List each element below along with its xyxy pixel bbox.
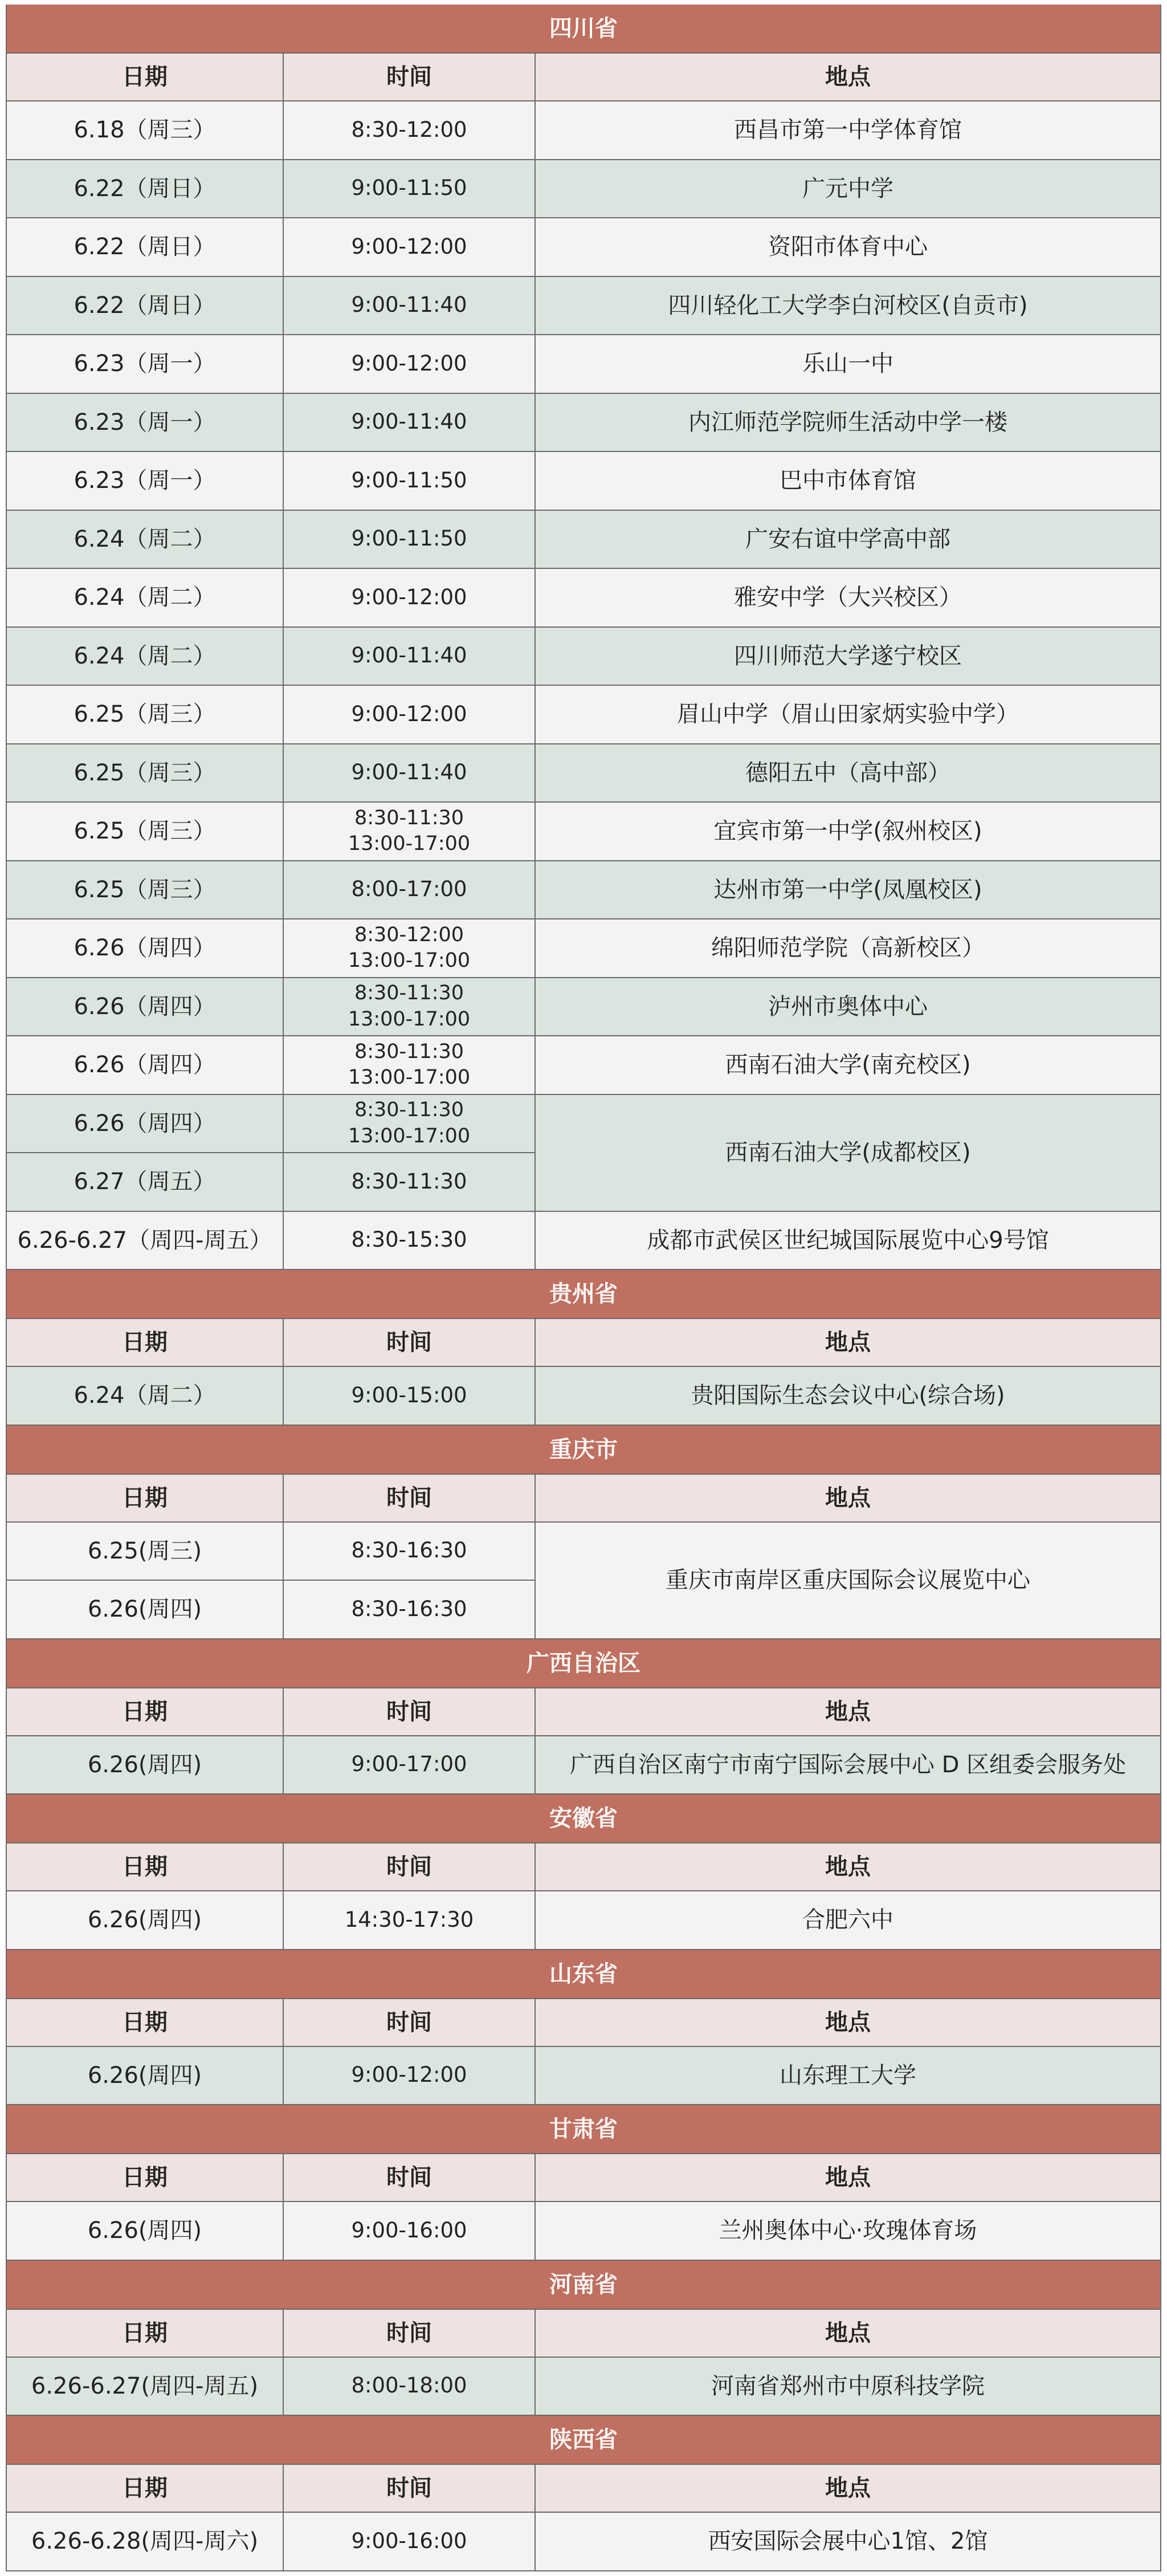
- column-header-location: [536, 2465, 1161, 2513]
- date-cell: [6, 1736, 284, 1795]
- column-header-label: 日期: [122, 64, 168, 90]
- column-header-label: 日期: [122, 2319, 168, 2346]
- column-header-label: 日期: [122, 2164, 168, 2191]
- location-cell: [536, 1891, 1161, 1950]
- section-banner: [6, 1639, 1161, 1688]
- time-text: 8:30-11:30: [354, 1098, 464, 1122]
- location-text: 眉山中学（眉山田家炳实验中学）: [677, 701, 1019, 728]
- location-text: 成都市武侯区世纪城国际展览中心9号馆: [647, 1227, 1049, 1254]
- time-cell: [284, 1153, 536, 1212]
- date-cell: [6, 861, 284, 920]
- location-cell: [536, 394, 1161, 453]
- time-text: 9:00-12:00: [351, 584, 467, 609]
- date-text: 6.26（周四）: [74, 935, 216, 962]
- location-cell: [536, 452, 1161, 511]
- section-title: 安徽省: [549, 1805, 618, 1832]
- location-cell: [536, 160, 1161, 219]
- location-cell: [536, 1523, 1161, 1639]
- column-header-label: 日期: [122, 2475, 168, 2501]
- location-text: 资阳市体育中心: [768, 234, 928, 261]
- column-header-date: [6, 1844, 284, 1891]
- date-cell: [6, 744, 284, 803]
- date-cell: [6, 919, 284, 978]
- date-text: 6.26（周四）: [74, 1110, 216, 1137]
- time-cell: [284, 218, 536, 277]
- time-text: 8:00-18:00: [351, 2373, 467, 2398]
- section-title: 甘肃省: [549, 2116, 618, 2142]
- location-text: 西南石油大学(成都校区): [725, 1140, 971, 1166]
- section-title: 重庆市: [549, 1436, 618, 1463]
- column-header-time: [284, 2310, 536, 2358]
- date-text: 6.26(周四): [87, 2062, 202, 2089]
- section-title: 山东省: [549, 1960, 618, 1987]
- time-text: 13:00-17:00: [348, 949, 471, 972]
- date-cell: [6, 2202, 284, 2261]
- location-text: 巴中市体育馆: [780, 467, 916, 494]
- location-text: 四川师范大学遂宁校区: [734, 642, 962, 669]
- location-text: 贵阳国际生态会议中心(综合场): [691, 1382, 1005, 1409]
- section-banner: [6, 1950, 1161, 1999]
- time-text: 8:30-12:00: [351, 117, 467, 142]
- date-cell: [6, 1095, 284, 1154]
- date-cell: [6, 1212, 284, 1271]
- column-header-label: 日期: [122, 2009, 168, 2036]
- time-cell: [284, 1212, 536, 1271]
- time-cell: [284, 335, 536, 394]
- date-cell: [6, 394, 284, 453]
- date-text: 6.26(周四): [87, 1596, 202, 1623]
- time-text: 14:30-17:30: [344, 1907, 474, 1932]
- column-header-label: 日期: [122, 1329, 168, 1356]
- time-text: 9:00-11:40: [351, 643, 467, 668]
- time-text: 9:00-16:00: [351, 2528, 467, 2553]
- location-cell: [536, 218, 1161, 277]
- date-text: 6.24（周二）: [74, 526, 216, 552]
- time-text: 8:30-15:30: [351, 1227, 467, 1252]
- date-cell: [6, 160, 284, 219]
- date-text: 6.22（周日）: [74, 175, 216, 202]
- section-title: 四川省: [549, 15, 618, 42]
- date-text: 6.26(周四): [87, 1907, 202, 1934]
- date-text: 6.27（周五）: [74, 1169, 216, 1195]
- column-header-location: [536, 1475, 1161, 1523]
- date-cell: [6, 1523, 284, 1581]
- column-header-label: 地点: [825, 1854, 871, 1880]
- location-cell: [536, 511, 1161, 569]
- time-cell: [284, 569, 536, 628]
- time-text: 9:00-11:50: [351, 176, 467, 201]
- time-cell: [284, 2358, 536, 2416]
- time-cell: [284, 452, 536, 511]
- location-text: 西昌市第一中学体育馆: [734, 117, 962, 144]
- time-cell: [284, 861, 536, 920]
- section-title: 陕西省: [549, 2427, 618, 2453]
- column-header-label: 时间: [386, 1854, 432, 1880]
- time-cell: [284, 1095, 536, 1154]
- date-cell: [6, 2358, 284, 2416]
- date-text: 6.26(周四): [87, 1751, 202, 1778]
- date-cell: [6, 452, 284, 511]
- time-text: 13:00-17:00: [348, 832, 471, 856]
- location-cell: [536, 2047, 1161, 2106]
- time-cell: [284, 1581, 536, 1639]
- date-cell: [6, 686, 284, 744]
- location-text: 广西自治区南宁市南宁国际会展中心 D 区组委会服务处: [569, 1751, 1127, 1778]
- column-header-location: [536, 2310, 1161, 2358]
- location-text: 乐山一中: [802, 351, 893, 377]
- section-banner: [6, 2105, 1161, 2154]
- date-cell: [6, 2047, 284, 2106]
- location-cell: [536, 335, 1161, 394]
- column-header-label: 地点: [825, 2009, 871, 2036]
- time-cell: [284, 511, 536, 569]
- column-header-time: [284, 1475, 536, 1523]
- time-text: 13:00-17:00: [348, 1007, 471, 1031]
- section-banner: [6, 1794, 1161, 1844]
- location-cell: [536, 744, 1161, 803]
- time-text: 8:30-16:30: [351, 1538, 467, 1563]
- date-text: 6.18（周三）: [74, 117, 216, 144]
- location-text: 西南石油大学(南充校区): [725, 1052, 971, 1079]
- location-text: 广安右谊中学高中部: [745, 526, 950, 552]
- time-text: 8:30-11:30: [354, 982, 464, 1005]
- location-text: 德阳五中（高中部）: [745, 759, 950, 786]
- time-cell: [284, 628, 536, 686]
- date-cell: [6, 1367, 284, 1426]
- time-cell: [284, 744, 536, 803]
- date-text: 6.26-6.27（周四-周五）: [17, 1227, 272, 1254]
- section-banner: [6, 2416, 1161, 2465]
- time-cell: [284, 919, 536, 978]
- location-text: 绵阳师范学院（高新校区）: [711, 935, 985, 962]
- column-header-date: [6, 2154, 284, 2202]
- date-cell: [6, 803, 284, 861]
- section-banner: [6, 1426, 1161, 1475]
- date-cell: [6, 511, 284, 569]
- section-banner: [6, 1270, 1161, 1319]
- location-text: 内江师范学院师生活动中学一楼: [688, 409, 1007, 436]
- location-text: 泸州市奥体中心: [768, 993, 928, 1020]
- column-header-label: 日期: [122, 1854, 168, 1880]
- time-text: 9:00-11:50: [351, 467, 467, 493]
- location-text: 雅安中学（大兴校区）: [734, 584, 962, 611]
- location-text: 宜宾市第一中学(叙州校区): [713, 818, 982, 845]
- time-text: 8:30-11:30: [354, 806, 464, 829]
- location-cell: [536, 919, 1161, 978]
- date-text: 6.25(周三): [87, 1537, 202, 1564]
- date-text: 6.23（周一）: [74, 409, 216, 436]
- time-text: 9:00-12:00: [351, 2062, 467, 2087]
- column-header-label: 时间: [386, 2319, 432, 2346]
- location-cell: [536, 978, 1161, 1037]
- column-header-location: [536, 54, 1161, 101]
- time-cell: [284, 394, 536, 453]
- date-text: 6.25（周三）: [74, 701, 216, 728]
- time-cell: [284, 1036, 536, 1095]
- location-cell: [536, 686, 1161, 744]
- time-cell: [284, 1736, 536, 1795]
- column-header-time: [284, 2154, 536, 2202]
- date-text: 6.25（周三）: [74, 818, 216, 845]
- location-cell: [536, 277, 1161, 336]
- location-cell: [536, 101, 1161, 160]
- location-cell: [536, 861, 1161, 920]
- location-cell: [536, 628, 1161, 686]
- time-cell: [284, 2047, 536, 2106]
- time-cell: [284, 2202, 536, 2261]
- column-header-date: [6, 2310, 284, 2358]
- column-header-label: 地点: [825, 2164, 871, 2191]
- section-title: 广西自治区: [527, 1650, 640, 1676]
- date-cell: [6, 1581, 284, 1639]
- time-text: 13:00-17:00: [348, 1066, 471, 1089]
- location-cell: [536, 1212, 1161, 1271]
- time-text: 9:00-12:00: [351, 351, 467, 376]
- section-banner: [6, 5, 1161, 54]
- time-cell: [284, 101, 536, 160]
- column-header-time: [284, 1999, 536, 2047]
- location-cell: [536, 1095, 1161, 1212]
- date-text: 6.26（周四）: [74, 1052, 216, 1079]
- time-cell: [284, 1891, 536, 1950]
- column-header-date: [6, 1999, 284, 2047]
- time-cell: [284, 2513, 536, 2571]
- date-cell: [6, 2513, 284, 2571]
- date-cell: [6, 1153, 284, 1212]
- date-text: 6.26(周四): [87, 2217, 202, 2244]
- date-text: 6.26-6.28(周四-周六): [31, 2528, 259, 2555]
- section-title: 贵州省: [549, 1281, 618, 1307]
- date-text: 6.23（周一）: [74, 467, 216, 494]
- column-header-label: 时间: [386, 64, 432, 90]
- location-cell: [536, 1036, 1161, 1095]
- time-text: 8:30-12:00: [354, 923, 464, 946]
- section-banner: [6, 2261, 1161, 2310]
- location-cell: [536, 569, 1161, 628]
- time-text: 9:00-11:40: [351, 760, 467, 785]
- time-text: 13:00-17:00: [348, 1124, 471, 1147]
- column-header-label: 时间: [386, 2164, 432, 2191]
- time-cell: [284, 1523, 536, 1581]
- location-text: 山东理工大学: [780, 2062, 916, 2089]
- column-header-location: [536, 2154, 1161, 2202]
- location-text: 河南省郑州市中原科技学院: [711, 2372, 985, 2399]
- column-header-label: 时间: [386, 1329, 432, 1356]
- time-text: 8:30-11:30: [351, 1169, 467, 1194]
- time-text: 9:00-11:40: [351, 409, 467, 434]
- time-text: 9:00-17:00: [351, 1752, 467, 1777]
- column-header-date: [6, 1688, 284, 1736]
- column-header-time: [284, 2465, 536, 2513]
- location-text: 合肥六中: [802, 1907, 893, 1934]
- column-header-label: 日期: [122, 1698, 168, 1725]
- date-cell: [6, 218, 284, 277]
- column-header-label: 地点: [825, 2475, 871, 2501]
- column-header-label: 日期: [122, 1484, 168, 1511]
- time-text: 8:30-11:30: [354, 1040, 464, 1063]
- location-text: 兰州奥体中心·玫瑰体育场: [719, 2217, 977, 2244]
- date-cell: [6, 569, 284, 628]
- column-header-label: 时间: [386, 2475, 432, 2501]
- date-text: 6.22（周日）: [74, 292, 216, 319]
- location-cell: [536, 2358, 1161, 2416]
- date-text: 6.24（周二）: [74, 584, 216, 611]
- location-cell: [536, 803, 1161, 861]
- date-text: 6.26-6.27(周四-周五): [31, 2372, 259, 2399]
- date-text: 6.26（周四）: [74, 993, 216, 1020]
- column-header-location: [536, 1844, 1161, 1891]
- column-header-date: [6, 1319, 284, 1367]
- location-text: 达州市第一中学(凤凰校区): [713, 876, 982, 903]
- time-text: 9:00-15:00: [351, 1382, 467, 1407]
- column-header-time: [284, 1688, 536, 1736]
- location-cell: [536, 2202, 1161, 2261]
- date-cell: [6, 1891, 284, 1950]
- date-cell: [6, 978, 284, 1037]
- time-cell: [284, 160, 536, 219]
- time-text: 9:00-11:50: [351, 526, 467, 551]
- column-header-label: 时间: [386, 1484, 432, 1511]
- column-header-label: 地点: [825, 2319, 871, 2346]
- time-text: 9:00-16:00: [351, 2217, 467, 2243]
- date-text: 6.24（周二）: [74, 642, 216, 669]
- date-cell: [6, 1036, 284, 1095]
- location-text: 广元中学: [802, 175, 893, 202]
- column-header-location: [536, 1319, 1161, 1367]
- time-text: 8:00-17:00: [351, 877, 467, 902]
- date-text: 6.22（周日）: [74, 234, 216, 261]
- time-cell: [284, 686, 536, 744]
- date-text: 6.24（周二）: [74, 1382, 216, 1409]
- date-text: 6.23（周一）: [74, 351, 216, 377]
- time-cell: [284, 277, 536, 336]
- column-header-label: 地点: [825, 64, 871, 90]
- column-header-label: 时间: [386, 2009, 432, 2036]
- location-text: 四川轻化工大学李白河校区(自贡市): [668, 292, 1028, 319]
- time-text: 8:30-16:30: [351, 1596, 467, 1621]
- date-text: 6.25（周三）: [74, 759, 216, 786]
- location-cell: [536, 2513, 1161, 2571]
- date-cell: [6, 335, 284, 394]
- date-cell: [6, 101, 284, 160]
- column-header-date: [6, 2465, 284, 2513]
- time-cell: [284, 803, 536, 861]
- column-header-time: [284, 1319, 536, 1367]
- time-text: 9:00-12:00: [351, 701, 467, 726]
- time-text: 9:00-12:00: [351, 234, 467, 259]
- location-cell: [536, 1367, 1161, 1426]
- column-header-label: 地点: [825, 1698, 871, 1725]
- column-header-label: 地点: [825, 1484, 871, 1511]
- column-header-time: [284, 1844, 536, 1891]
- date-cell: [6, 628, 284, 686]
- date-text: 6.25（周三）: [74, 876, 216, 903]
- location-text: 西安国际会展中心1馆、2馆: [708, 2528, 988, 2555]
- section-title: 河南省: [549, 2271, 618, 2298]
- column-header-location: [536, 1688, 1161, 1736]
- column-header-date: [6, 54, 284, 101]
- location-text: 重庆市南岸区重庆国际会议展览中心: [666, 1567, 1030, 1593]
- time-text: 9:00-11:40: [351, 292, 467, 318]
- column-header-location: [536, 1999, 1161, 2047]
- date-cell: [6, 277, 284, 336]
- column-header-label: 时间: [386, 1698, 432, 1725]
- column-header-date: [6, 1475, 284, 1523]
- column-header-label: 地点: [825, 1329, 871, 1356]
- time-cell: [284, 978, 536, 1037]
- time-cell: [284, 1367, 536, 1426]
- column-header-time: [284, 54, 536, 101]
- location-cell: [536, 1736, 1161, 1795]
